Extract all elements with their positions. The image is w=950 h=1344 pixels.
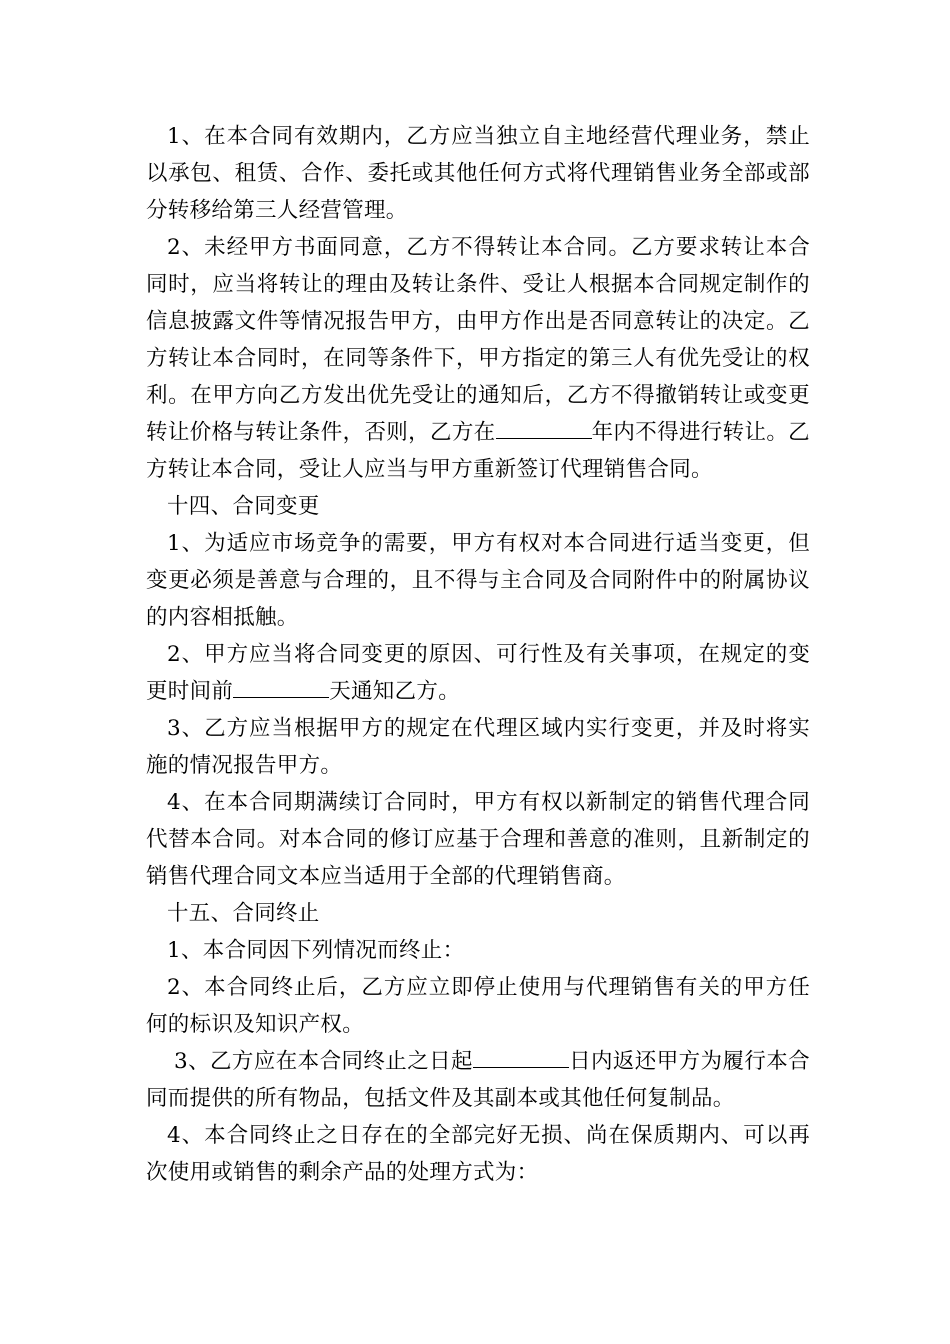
clause-2-text-a: 2、未经甲方书面同意，乙方不得转让本合同。乙方要求转让本合同时，应当将转让的理由及转让条件、受让人根据本合同规定制作的信息披露文件等情况报告甲方，由甲方作出是否同意转让的决定。乙方转让本合同时，在同等条件下，甲方指定的第三人有优先受让的权利。在甲方向乙方发出优先受让的通知后，乙方不得撤销转让或变更转让价格与转让条件，否则，乙方在 [146,235,810,445]
termination-clause-1-paragraph [146,932,810,969]
clause-1-text: 1、在本合同有效期内，乙方应当独立自主地经营代理业务，禁止以承包、租赁、合作、委托或其他任何方式将代理销售业务全部或部分转移给第三人经营管理。 [146,124,810,223]
termination-clause-3-text-b: 日内返还甲方为履行本合同而提供的所有物品，包括文件及其副本或其他任何复制品。 [146,1049,810,1111]
document-page [146,118,810,1191]
termination-clause-2-text: 2、本合同终止后，乙方应立即停止使用与代理销售有关的甲方任何的标识及知识产权。 [146,975,810,1037]
blank-days-notice-field[interactable] [233,675,329,698]
change-clause-3-paragraph [146,710,810,784]
section-14-title: 十四、合同变更 [167,494,320,519]
termination-clause-1-text: 1、本合同因下列情况而终止： [167,938,465,963]
change-clause-2-text-b: 天通知乙方。 [329,679,461,704]
change-clause-4-paragraph [146,784,810,895]
section-14-heading [146,488,810,525]
termination-clause-3-text-a: 3、乙方应在本合同终止之日起 [174,1049,473,1074]
blank-days-return-field[interactable] [473,1045,569,1068]
change-clause-2-text-a: 2、甲方应当将合同变更的原因、可行性及有关事项，在规定的变更时间前 [146,642,810,704]
clause-1-paragraph [146,118,810,229]
termination-clause-3-paragraph [146,1043,810,1117]
section-15-title: 十五、合同终止 [167,901,320,926]
blank-years-field[interactable] [496,416,592,439]
termination-clause-2-paragraph [146,969,810,1043]
change-clause-3-text: 3、乙方应当根据甲方的规定在代理区域内实行变更，并及时将实施的情况报告甲方。 [146,716,810,778]
termination-clause-4-text: 4、本合同终止之日存在的全部完好无损、尚在保质期内、可以再次使用或销售的剩余产品的处理方式为： [146,1123,810,1185]
change-clause-1-paragraph [146,525,810,636]
termination-clause-4-paragraph [146,1117,810,1191]
clause-2-text-b: 年内不得进行转让。乙方转让本合同，受让人应当与甲方重新签订代理销售合同。 [146,420,810,482]
change-clause-1-text: 1、为适应市场竞争的需要，甲方有权对本合同进行适当变更，但变更必须是善意与合理的，且不得与主合同及合同附件中的附属协议的内容相抵触。 [146,531,810,630]
change-clause-4-text: 4、在本合同期满续订合同时，甲方有权以新制定的销售代理合同代替本合同。对本合同的修订应基于合理和善意的准则，且新制定的销售代理合同文本应当适用于全部的代理销售商。 [146,790,810,889]
clause-2-paragraph [146,229,810,488]
section-15-heading [146,895,810,932]
change-clause-2-paragraph [146,636,810,710]
